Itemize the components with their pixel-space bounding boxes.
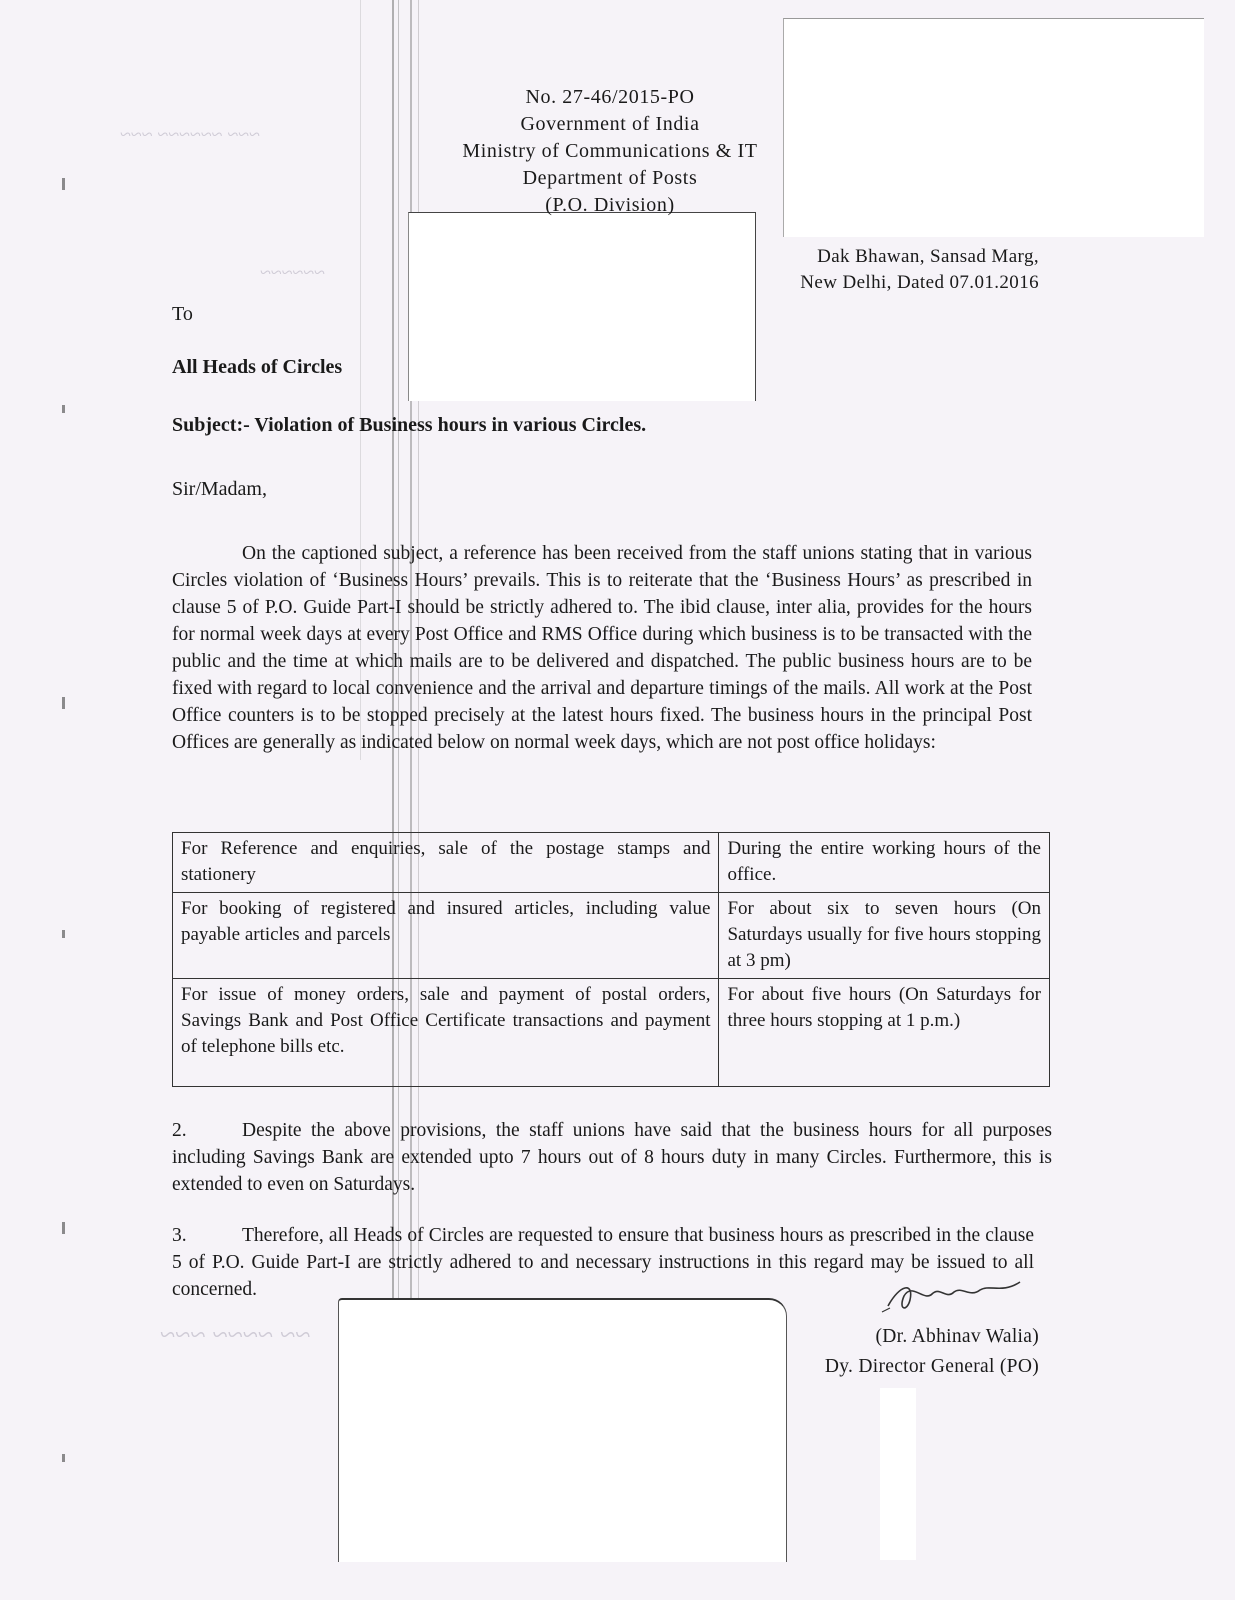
handwritten-signature (880, 1276, 1030, 1316)
salutation: Sir/Madam, (172, 478, 267, 500)
table-cell-service: For Reference and enquiries, sale of the postage stamps and stationery (173, 833, 719, 893)
division-line: (P.O. Division) (545, 194, 675, 216)
addressee: All Heads of Circles (172, 356, 343, 378)
ministry-line: Ministry of Communications & IT (462, 140, 758, 162)
scan-edge-mark (62, 405, 65, 413)
table-row (173, 893, 1050, 979)
signatory-block (825, 1322, 1039, 1382)
department-line: Department of Posts (522, 167, 698, 189)
scan-edge-mark (62, 1454, 65, 1462)
to-label: To (172, 303, 193, 325)
white-overlay-patch (880, 1388, 916, 1560)
table-row (173, 833, 1050, 893)
government-line: Government of India (520, 113, 700, 135)
white-overlay-patch (783, 18, 1204, 237)
paragraph-number: 2. (172, 1120, 187, 1141)
signatory-designation: Dy. Director General (PO) (824, 1356, 1039, 1377)
subject-line: Subject:- Violation of Business hours in various Circles. (172, 414, 647, 436)
signatory-name: (Dr. Abhinav Walia) (875, 1326, 1039, 1347)
table-cell-hours: During the entire working hours of the office. (719, 833, 1050, 893)
bleed-through-mark: ~~~ ~~~~~~ ~~~ (120, 124, 260, 146)
scan-edge-mark (62, 1222, 65, 1234)
table-cell-hours: For about five hours (On Saturdays for three hours stopping at 1 p.m.) (719, 979, 1050, 1087)
scan-edge-mark (62, 930, 65, 938)
scan-edge-mark (62, 178, 65, 190)
letter-header (420, 84, 800, 219)
office-address: Dak Bhawan, Sansad Marg, (817, 246, 1039, 267)
table-row (173, 979, 1050, 1087)
bleed-through-mark: ~~ ~~~~ ~~~ (160, 1320, 311, 1351)
scan-edge-mark (62, 697, 65, 709)
business-hours-table (172, 832, 1050, 1087)
white-overlay-patch (338, 1298, 787, 1562)
paragraph-1: On the captioned subject, a reference has been received from the staff unions stating that in various Circles violation of ‘Business Hours’ prevails. This is to reiterate that the ‘Business Hours’ as prescribed in clause 5 of P.O. Guide Part-I should be strictly adhered to. The ibid clause, inter alia, provides for the hours for normal week days at every Post Office and RMS Office during which business is to be transacted with the public and the time at which mails are to be delivered and dispatched. The public business hours are to be fixed with regard to local convenience and the arrival and departure timings of the mails. All work at the Post Office counters is to be stopped precisely at the latest hours fixed. The business hours in the principal Post Offices are generally as indicated below on normal week days, which are not post office holidays: (172, 543, 1032, 753)
paragraph-2 (172, 1117, 1052, 1198)
table-cell-hours: For about six to seven hours (On Saturdays usually for five hours stopping at 3 pm) (719, 893, 1050, 979)
table-cell-service: For issue of money orders, sale and payment of postal orders, Savings Bank and Post Office Certificate transactions and payment of telephone bills etc. (173, 979, 719, 1087)
paragraph-number: 3. (172, 1225, 187, 1246)
city-and-date: New Delhi, Dated 07.01.2016 (800, 272, 1039, 293)
table-cell-service: For booking of registered and insured articles, including value payable articles and parcels (173, 893, 719, 979)
paragraph-2-text: Despite the above provisions, the staff unions have said that the business hours for all purposes including Savings Bank are extended upto 7 hours out of 8 hours duty in many Circles. Furthermore, this is extended to even on Saturdays. (172, 1120, 1052, 1195)
paragraph-3-text: Therefore, all Heads of Circles are requested to ensure that business hours as prescribed in the clause 5 of P.O. Guide Part-I are strictly adhered to and necessary instructions in this regard may be issued to all concerned. (172, 1225, 1034, 1300)
white-overlay-patch (408, 212, 756, 401)
reference-number: No. 27-46/2015-PO (525, 86, 695, 108)
place-and-date (800, 244, 1039, 296)
bleed-through-mark: ~~~~~~ (260, 262, 325, 284)
